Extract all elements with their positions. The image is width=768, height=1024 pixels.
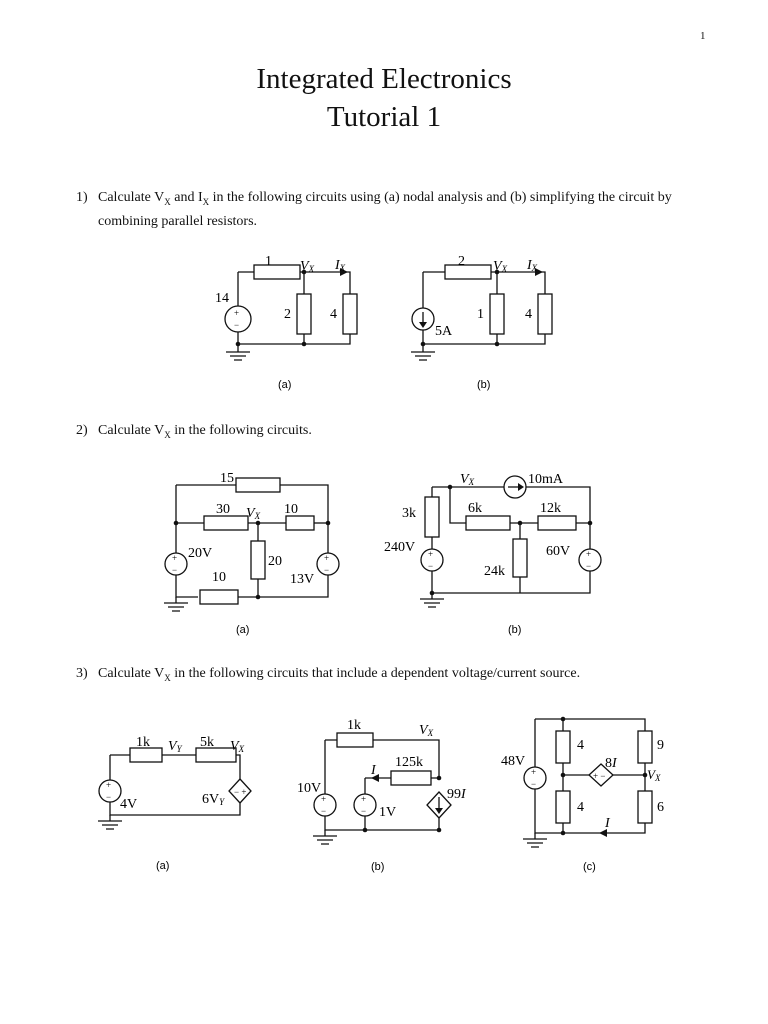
circuit-2a — [160, 465, 360, 645]
label-dependent: 8I — [605, 756, 617, 771]
question-text: Calculate $V_X$ and $I_X$ in the following circuits using (a) nodal analysis and (b) simplifying the circuit by combining parallel resistors. — [98, 190, 672, 229]
svg-text:−: − — [324, 565, 330, 575]
resistor-2 — [297, 294, 311, 334]
label-vx: VX — [300, 259, 315, 274]
label-r3: 4 — [330, 307, 337, 322]
label-dependent: 99I — [447, 787, 466, 802]
label-r1: 1k — [347, 718, 361, 733]
svg-text:+ −: + − — [593, 771, 606, 781]
label-r2: 125k — [395, 755, 423, 770]
svg-text:+: + — [586, 549, 592, 559]
resistor-12k — [538, 516, 576, 530]
svg-text:−: − — [428, 561, 434, 571]
svg-text:− +: − + — [234, 787, 247, 797]
resistor-4 — [343, 294, 357, 334]
svg-text:−: − — [321, 806, 327, 816]
resistor-10-bottom — [200, 590, 238, 604]
ground-icon — [226, 344, 250, 360]
circuit-2b — [380, 465, 610, 645]
caption: (c) — [583, 861, 596, 873]
ground-icon — [523, 833, 547, 847]
label-source-left: 20V — [188, 546, 213, 561]
label-r-br: 6 — [657, 800, 664, 815]
label-r-left: 30 — [216, 502, 230, 517]
svg-text:−: − — [531, 779, 537, 789]
label-source-top: 10mA — [528, 472, 563, 487]
label-r-bottom: 24k — [484, 564, 505, 579]
question-1 — [76, 188, 716, 231]
ground-icon — [420, 593, 444, 607]
caption: (a) — [156, 860, 170, 872]
svg-text:−: − — [361, 806, 367, 816]
label-r-mid-right: 12k — [540, 501, 561, 516]
label-source: 14 — [215, 291, 229, 306]
resistor-1k — [130, 748, 162, 762]
circuit-3b — [295, 712, 475, 882]
label-r-mid-left: 6k — [468, 501, 482, 516]
label-source-left: 240V — [384, 540, 416, 555]
resistor-125k — [391, 771, 431, 785]
ground-icon — [164, 597, 188, 611]
caption: (b) — [477, 379, 491, 391]
page-number: 1 — [700, 30, 706, 42]
label-r-mid: 20 — [268, 554, 282, 569]
resistor-2 — [445, 265, 491, 279]
svg-text:+: + — [428, 549, 434, 559]
resistor-1 — [490, 294, 504, 334]
label-r-right: 10 — [284, 502, 298, 517]
question-number: 3) — [76, 666, 88, 681]
label-r-tl: 4 — [577, 738, 584, 753]
question-number: 1) — [76, 190, 88, 205]
resistor-4-bottom — [556, 791, 570, 823]
label-source: 5A — [435, 324, 453, 339]
resistor-15 — [236, 478, 280, 492]
svg-text:−: − — [106, 792, 112, 802]
svg-text:−: − — [586, 561, 592, 571]
resistor-1k — [337, 733, 373, 747]
label-source-1v: 1V — [379, 805, 397, 820]
question-text: Calculate $V_X$ in the following circuits. — [98, 423, 312, 440]
svg-text:+: + — [324, 553, 330, 563]
resistor-1 — [254, 265, 300, 279]
label-source-right: 13V — [290, 572, 315, 587]
label-r1: 1 — [265, 254, 272, 269]
resistor-3k — [425, 497, 439, 537]
svg-text:+: + — [531, 767, 537, 777]
label-current-i: I — [605, 816, 610, 831]
label-r2: 5k — [200, 735, 214, 750]
ground-icon — [411, 344, 435, 360]
svg-text:+: + — [172, 553, 178, 563]
label-dependent: 6VY — [202, 792, 225, 807]
label-r3: 4 — [525, 307, 532, 322]
circuit-3a — [90, 725, 270, 880]
svg-text:+: + — [321, 794, 327, 804]
label-source: 48V — [501, 754, 526, 769]
question-text: Calculate $V_X$ in the following circuits that include a dependent voltage/current source. — [98, 666, 581, 683]
question-3 — [76, 664, 716, 688]
label-r1: 1k — [136, 735, 150, 750]
caption: (b) — [371, 861, 385, 873]
label-vx: VX — [647, 767, 661, 783]
page-title — [0, 60, 768, 136]
resistor-6 — [638, 791, 652, 823]
label-source-10v: 10V — [297, 781, 322, 796]
resistor-30 — [204, 516, 248, 530]
svg-text:−: − — [172, 565, 178, 575]
question-2 — [76, 421, 716, 445]
question-number: 2) — [76, 423, 88, 438]
label-r-left: 3k — [402, 506, 416, 521]
caption: (a) — [236, 624, 250, 636]
ground-icon — [313, 830, 337, 844]
title-line-1: Integrated Electronics — [256, 63, 512, 95]
label-vx: VX — [246, 506, 261, 521]
ground-icon — [98, 815, 122, 829]
label-source-right: 60V — [546, 544, 571, 559]
resistor-4 — [538, 294, 552, 334]
label-r-top: 15 — [220, 471, 234, 486]
resistor-6k — [466, 516, 510, 530]
label-r-bottom: 10 — [212, 570, 226, 585]
circuit-1a — [210, 250, 370, 400]
caption: (b) — [508, 624, 522, 636]
resistor-20 — [251, 541, 265, 579]
resistor-10-right — [286, 516, 314, 530]
circuit-3c — [495, 705, 695, 880]
caption: (a) — [278, 379, 292, 391]
svg-text:−: − — [234, 320, 240, 330]
label-r2: 1 — [477, 307, 484, 322]
label-vy: VY — [168, 739, 182, 754]
circuit-1b — [405, 250, 565, 400]
svg-text:+: + — [361, 794, 367, 804]
label-ix: IX — [335, 258, 346, 273]
label-r1: 2 — [458, 254, 465, 269]
label-vx: VX — [230, 739, 245, 754]
label-current-i: I — [371, 763, 376, 778]
svg-text:+: + — [106, 780, 112, 790]
label-vx: VX — [493, 259, 508, 274]
label-r2: 2 — [284, 307, 291, 322]
title-line-2: Tutorial 1 — [326, 101, 442, 133]
label-vx: VX — [419, 723, 434, 738]
label-ix: IX — [527, 258, 538, 273]
label-vx: VX — [460, 472, 475, 487]
svg-text:+: + — [234, 308, 240, 318]
label-source: 4V — [120, 797, 138, 812]
resistor-9 — [638, 731, 652, 763]
resistor-4-top — [556, 731, 570, 763]
label-r-bl: 4 — [577, 800, 584, 815]
resistor-24k — [513, 539, 527, 577]
label-r-tr: 9 — [657, 738, 664, 753]
